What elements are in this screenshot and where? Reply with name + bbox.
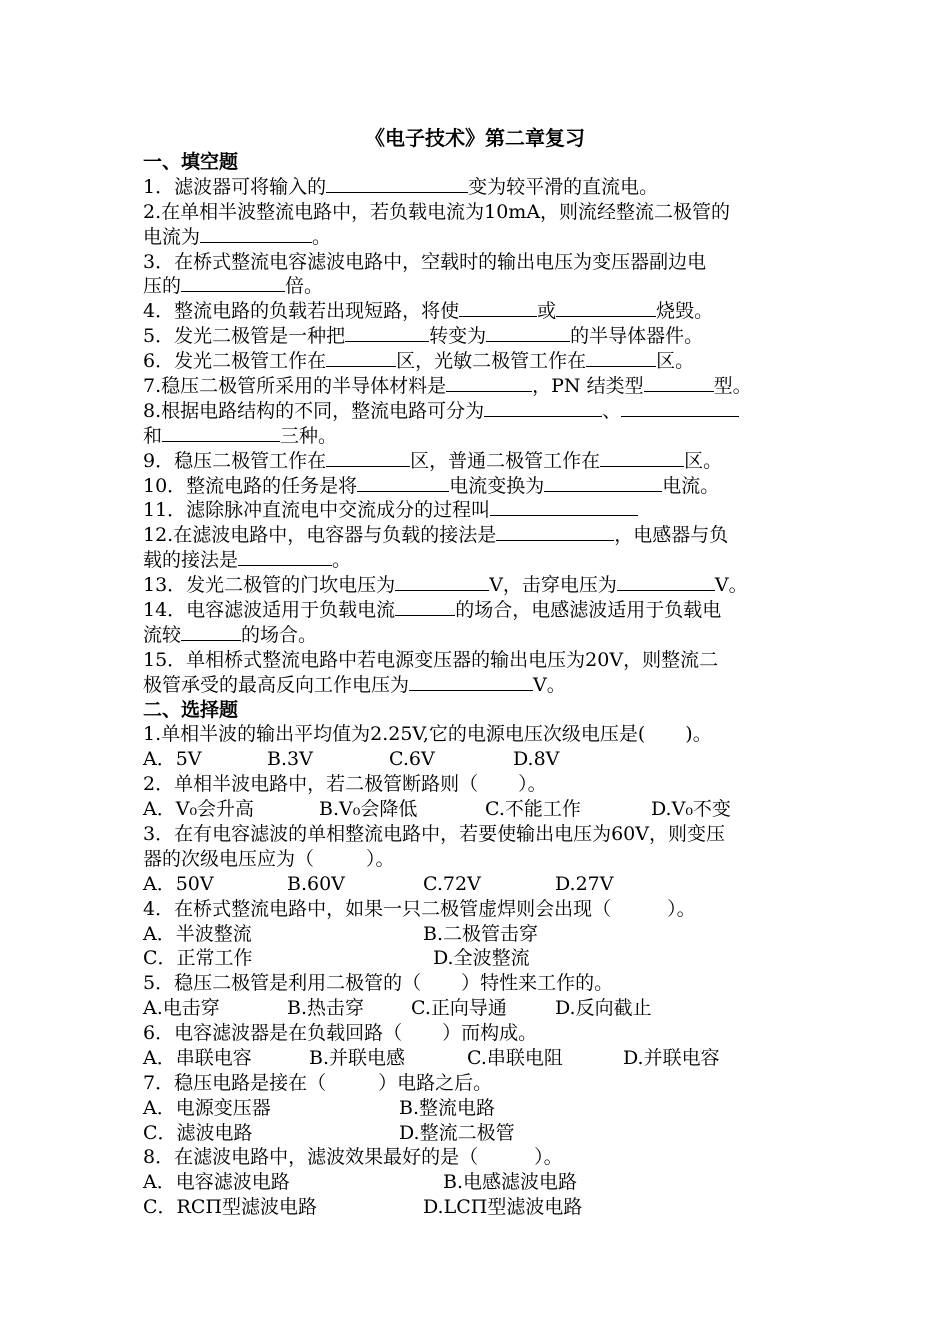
q-text: 13．发光二极管的门坎电压为 (143, 574, 396, 596)
option-d: D.全波整流 (433, 947, 530, 969)
q-text: 极管承受的最高反向工作电压为 (143, 674, 410, 696)
answer-blank (326, 349, 396, 367)
fill-q8-line1 (143, 399, 739, 423)
choice-q8-stem (143, 1145, 563, 1169)
q-text: 5．稳压二极管是利用二极管的（ (143, 972, 422, 994)
answer-blank (409, 673, 533, 691)
q-text: ）。 (667, 898, 696, 920)
q-text: V，击穿电压为 (489, 574, 617, 596)
choice-q5-options (143, 996, 843, 1020)
fill-q9 (143, 449, 722, 473)
q-text: 8.根据电路结构的不同，整流电路可分为 (143, 400, 485, 422)
option-d: D.整流二极管 (399, 1122, 515, 1144)
document-title: 《电子技术》第二章复习 (365, 126, 585, 150)
option-a: A．5V (143, 748, 202, 770)
q-text: 电流变换为 (449, 475, 545, 497)
fill-q3-line1: 3．在桥式整流电容滤波电路中，空载时的输出电压为变压器副边电 (143, 251, 707, 273)
answer-blank (162, 424, 280, 442)
fill-q4 (143, 299, 713, 323)
choice-q7-options-row1 (143, 1096, 843, 1120)
option-c: C.6V (389, 748, 435, 770)
q-text: 的场合。 (241, 624, 318, 646)
fill-q14-line2 (143, 623, 317, 647)
option-a: A.电击穿 (143, 997, 220, 1019)
q-text: 6．电容滤波器是在负载回路（ (143, 1022, 403, 1044)
answer-blank (644, 374, 714, 392)
option-b: B.二极管击穿 (423, 923, 539, 945)
section-fill-heading: 一、填空题 (143, 151, 239, 173)
option-a: A．V₀会升高 (143, 798, 255, 820)
choice-q7-stem (143, 1071, 492, 1095)
q-text: 4．整流电路的负载若出现短路，将使 (143, 300, 460, 322)
answer-blank (326, 175, 468, 193)
option-b: B.3V (267, 748, 313, 770)
choice-q2-stem (143, 772, 547, 796)
fill-q5 (143, 324, 703, 348)
q-text: 转变为 (429, 325, 487, 347)
q-text: 的半导体器件。 (570, 325, 704, 347)
q-text: 8．在滤波电路中，滤波效果最好的是（ (143, 1146, 479, 1168)
q-text: 12.在滤波电路中，电容器与负载的接法是 (143, 524, 497, 546)
option-d: D.并联电容 (623, 1047, 720, 1069)
answer-blank (181, 623, 241, 641)
q-text: 或 (537, 300, 557, 322)
q-text: 压的 (143, 275, 182, 297)
fill-q3-line2 (143, 274, 323, 298)
q-text: 三种。 (280, 425, 338, 447)
option-d: D.8V (513, 748, 560, 770)
fill-q13 (143, 573, 748, 597)
q-text: 器的次级电压应为（ (143, 848, 315, 870)
choice-q8-options-row1 (143, 1170, 843, 1194)
option-a: A．电源变压器 (143, 1097, 271, 1119)
q-text: 6．发光二极管工作在 (143, 350, 327, 372)
q-text: ）而构成。 (442, 1022, 538, 1044)
fill-q1 (143, 175, 658, 199)
choice-q4-stem (143, 897, 696, 921)
q-text: 型。 (713, 375, 752, 397)
q-text: 2．单相半波电路中，若二极管断路则（ (143, 773, 479, 795)
answer-blank (446, 374, 532, 392)
option-d: D.27V (555, 873, 614, 895)
answer-blank (326, 449, 410, 467)
option-c: C．RCΠ型滤波电路 (143, 1196, 317, 1218)
q-text: ）。 (534, 1146, 563, 1168)
option-b: B.并联电感 (309, 1047, 406, 1069)
q-text: 4．在桥式整流电路中，如果一只二极管虚焊则会出现（ (143, 898, 612, 920)
fill-q12-line1 (143, 523, 728, 547)
choice-q6-options (143, 1046, 843, 1070)
fill-q15-line1: 15．单相桥式整流电路中若电源变压器的输出电压为20V，则整流二 (143, 649, 719, 671)
fill-q12-line2 (143, 548, 351, 572)
q-text: 烧毁。 (656, 300, 714, 322)
q-text: 电流。 (662, 475, 720, 497)
q-text: 7.稳压二极管所采用的半导体材料是 (143, 375, 447, 397)
answer-blank (486, 324, 570, 342)
choice-q3-stem (143, 847, 395, 871)
q-text: 倍。 (285, 275, 324, 297)
fill-q11 (143, 498, 638, 522)
q-text: )。 (685, 723, 712, 745)
q-text: 14．电容滤波适用于负载电流 (143, 599, 396, 621)
choice-q4-options-row1 (143, 922, 843, 946)
q-text: 5．发光二极管是一种把 (143, 325, 346, 347)
option-b: B.整流电路 (399, 1097, 496, 1119)
q-text: ，PN 结类型 (532, 375, 644, 397)
fill-q2-line2 (143, 225, 331, 249)
choice-q1-options (143, 747, 843, 771)
q-text: 区，普通二极管工作在 (410, 450, 601, 472)
answer-blank (395, 573, 489, 591)
option-b: B.V₀会降低 (319, 798, 418, 820)
q-text: 区。 (684, 450, 723, 472)
option-a: A．电容滤波电路 (143, 1171, 290, 1193)
q-text: ，电感器与负 (614, 524, 729, 546)
option-c: C.72V (423, 873, 481, 895)
fill-q14-line1 (143, 598, 721, 622)
option-b: B.电感滤波电路 (443, 1171, 578, 1193)
choice-q8-options-row2 (143, 1195, 843, 1219)
option-a: A．串联电容 (143, 1047, 252, 1069)
choice-q6-stem (143, 1021, 537, 1045)
q-text: 1．滤波器可将输入的 (143, 176, 327, 198)
fill-q8-line2 (143, 424, 337, 448)
q-text: V。 (533, 674, 566, 696)
option-d: D.反向截止 (555, 997, 652, 1019)
answer-blank (357, 474, 449, 492)
answer-blank (395, 598, 455, 616)
choice-q5-stem (143, 971, 613, 995)
option-c: C.不能工作 (485, 798, 581, 820)
answer-blank (200, 225, 312, 243)
fill-q15-line2 (143, 673, 566, 697)
option-a: A．半波整流 (143, 923, 252, 945)
choice-q3-line1: 3．在有电容滤波的单相整流电路中，若要使输出电压为60V，则变压 (143, 823, 725, 845)
answer-blank (345, 324, 429, 342)
option-d: D.LCΠ型滤波电路 (423, 1196, 583, 1218)
q-text: 9．稳压二极管工作在 (143, 450, 327, 472)
answer-blank (238, 548, 332, 566)
fill-q10 (143, 474, 719, 498)
answer-blank (496, 523, 614, 541)
q-text: 变为较平滑的直流电。 (468, 176, 659, 198)
option-b: B.热击穿 (287, 997, 365, 1019)
q-text: 1.单相半波的输出平均值为2.25V,它的电源电压次级电压是( (143, 723, 646, 745)
answer-blank (586, 349, 656, 367)
answer-blank (544, 474, 662, 492)
q-text: 10．整流电路的任务是将 (143, 475, 358, 497)
q-text: 区。 (656, 350, 695, 372)
fill-q2-line1: 2.在单相半波整流电路中，若负载电流为10mA，则流经整流二极管的 (143, 201, 731, 223)
choice-q1-stem (143, 722, 712, 746)
q-text: ）。 (518, 773, 547, 795)
q-text: 区，光敏二极管工作在 (396, 350, 587, 372)
choice-q4-options-row2 (143, 946, 843, 970)
answer-blank (459, 299, 537, 317)
option-d: D.V₀不变 (651, 798, 731, 820)
answer-blank (556, 299, 656, 317)
q-text: ）电路之后。 (378, 1072, 493, 1094)
answer-blank (621, 399, 739, 417)
answer-blank (484, 399, 602, 417)
q-text: 电流为 (143, 226, 201, 248)
choice-q2-options (143, 797, 843, 821)
answer-blank (490, 498, 638, 516)
q-text: 流较 (143, 624, 182, 646)
q-text: 和 (143, 425, 163, 447)
option-c: C．滤波电路 (143, 1122, 253, 1144)
q-text: 。 (312, 226, 332, 248)
choice-q3-options (143, 872, 843, 896)
q-text: 。 (332, 549, 352, 571)
option-c: C.正向导通 (411, 997, 507, 1019)
answer-blank (600, 449, 684, 467)
fill-q6 (143, 349, 694, 373)
option-c: C．正常工作 (143, 947, 253, 969)
answer-blank (181, 274, 285, 292)
q-text: 载的接法是 (143, 549, 239, 571)
choice-q7-options-row2 (143, 1121, 843, 1145)
fill-q7 (143, 374, 752, 398)
q-text: 7．稳压电路是接在（ (143, 1072, 327, 1094)
q-text: ）。 (366, 848, 395, 870)
option-c: C.串联电阻 (467, 1047, 563, 1069)
q-text: V。 (714, 574, 748, 596)
q-text: ）特性来工作的。 (461, 972, 614, 994)
answer-blank (617, 573, 715, 591)
q-text: 、 (602, 400, 622, 422)
q-text: 的场合，电感滤波适用于负载电 (455, 599, 722, 621)
q-text: 11．滤除脉冲直流电中交流成分的过程叫 (143, 499, 491, 521)
option-b: B.60V (287, 873, 345, 895)
option-a: A．50V (143, 873, 214, 895)
section-choice-heading: 二、选择题 (143, 699, 239, 721)
